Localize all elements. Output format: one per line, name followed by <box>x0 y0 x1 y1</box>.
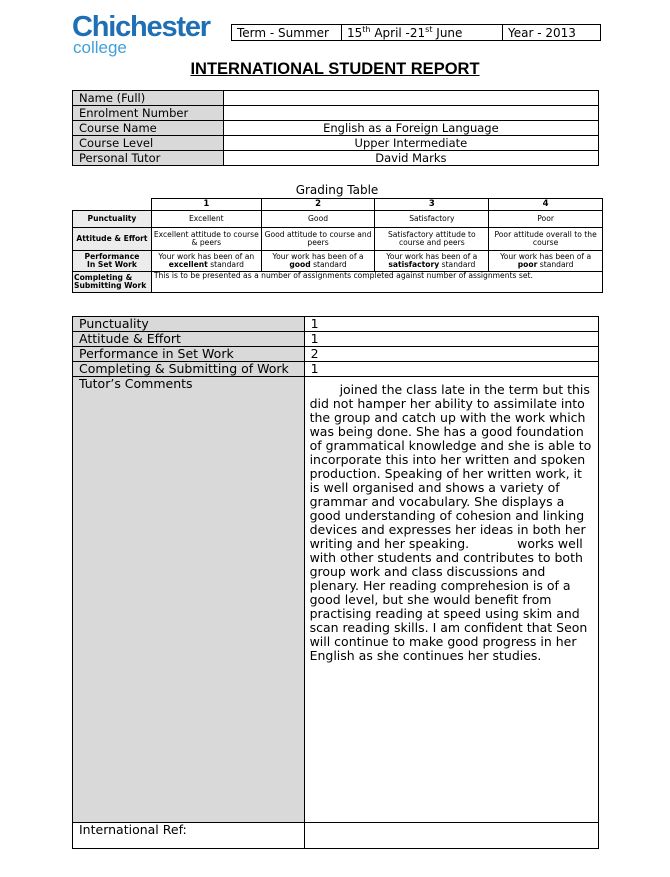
score-label: Completing & Submitting of Work <box>73 362 305 377</box>
grading-cell: Excellent attitude to course & peers <box>151 228 261 251</box>
college-logo-subtitle: college <box>73 38 127 57</box>
score-row-completing <box>73 362 599 377</box>
term-text: Term - Summer <box>237 26 329 40</box>
dates-start-suffix: th <box>362 25 371 34</box>
tutor-comments <box>304 377 598 823</box>
row-label-line-2: In Set Work <box>87 260 137 269</box>
cell-emphasis: poor <box>517 260 538 269</box>
score-value: 1 <box>304 332 598 347</box>
grading-cell: Good attitude to course and peers <box>261 228 375 251</box>
grading-row-punctuality <box>73 211 603 228</box>
grade-column-4: 4 <box>489 199 603 211</box>
grading-cell <box>489 251 603 272</box>
dates-end-suffix: st <box>425 25 433 34</box>
dates-box <box>341 24 503 41</box>
info-label: Course Name <box>73 121 224 136</box>
year-box <box>502 24 601 41</box>
score-label: Punctuality <box>73 317 305 332</box>
grading-row-label <box>73 272 152 293</box>
comments-label: Tutor’s Comments <box>73 377 305 823</box>
international-ref-value <box>304 823 598 849</box>
grading-cell <box>261 251 375 272</box>
info-row-name <box>73 91 599 106</box>
grading-corner <box>73 199 152 211</box>
year-text: Year - 2013 <box>508 26 576 40</box>
grading-table <box>72 198 603 293</box>
grading-row-label <box>73 251 152 272</box>
grading-cell: Satisfactory <box>375 211 489 228</box>
score-label: Attitude & Effort <box>73 332 305 347</box>
score-row-performance <box>73 347 599 362</box>
grading-completing-description: This is to be presented as a number of assignments completed against number of assignments set. <box>151 272 602 293</box>
grade-column-3: 3 <box>375 199 489 211</box>
info-label: Enrolment Number <box>73 106 224 121</box>
info-value: David Marks <box>223 151 598 166</box>
student-info-table <box>72 90 599 166</box>
score-row-attitude <box>73 332 599 347</box>
cell-text: Your work has been of an <box>158 251 255 261</box>
info-row-enrolment <box>73 106 599 121</box>
cell-emphasis: excellent <box>168 260 208 269</box>
cell-text: standard <box>207 260 244 269</box>
grading-row-completing <box>73 272 603 293</box>
row-label-line-2: Submitting Work <box>74 281 147 290</box>
grading-cell: Satisfactory attitude to course and peers <box>375 228 489 251</box>
term-box <box>231 24 342 41</box>
grading-row-attitude <box>73 228 603 251</box>
comments-part-1: joined the class late in the term but this did not hamper her ability to assimilate into the group and catch up with the work which was being done. She has a good foundation of grammatical knowledge and she is able to incorporate this into her written and spoken production. Speaking of her written work, it is well organised and shows a variety of grammar and vocabulary. She displays a good understanding of cohesion and linking devices and expresses her ideas in both her writing and her speaking. <box>309 382 592 551</box>
score-value: 2 <box>304 347 598 362</box>
info-value <box>223 106 598 121</box>
comments-part-2: works well with other students and contributes to both group work and class discussions and plenary. Her reading comprehesion is of a good level, but she would benefit from practising reading at speed using skim and scan reading skills. I am confident that Seon will continue to make good progress in her English as she continues her studies. <box>309 536 588 663</box>
row-label-line-1: Performance <box>84 251 140 261</box>
grading-row-label: Attitude & Effort <box>73 228 152 251</box>
score-value: 1 <box>304 317 598 332</box>
score-row-punctuality <box>73 317 599 332</box>
dates-end-month: June <box>432 26 463 40</box>
cell-emphasis: good <box>289 260 311 269</box>
grading-cell <box>375 251 489 272</box>
info-label: Course Level <box>73 136 224 151</box>
report-title: INTERNATIONAL STUDENT REPORT <box>190 60 480 78</box>
comments-row <box>73 377 599 823</box>
cell-text: Your work has been of a <box>500 251 592 261</box>
international-ref-label: International Ref: <box>73 823 305 849</box>
scores-table <box>72 316 599 849</box>
college-logo-name: Chichester <box>72 11 210 43</box>
grading-row-label: Punctuality <box>73 211 152 228</box>
score-value: 1 <box>304 362 598 377</box>
grading-cell: Good <box>261 211 375 228</box>
grade-column-2: 2 <box>261 199 375 211</box>
grading-row-performance <box>73 251 603 272</box>
cell-text: Your work has been of a <box>386 251 478 261</box>
grading-table-title: Grading Table <box>295 183 379 197</box>
grading-cell: Poor <box>489 211 603 228</box>
dates-start-day: 15 <box>347 26 363 40</box>
info-row-course-level <box>73 136 599 151</box>
grading-cell <box>151 251 261 272</box>
cell-text: standard <box>310 260 347 269</box>
grading-cell: Poor attitude overall to the course <box>489 228 603 251</box>
score-label: Performance in Set Work <box>73 347 305 362</box>
grade-column-1: 1 <box>151 199 261 211</box>
dates-end-prefix: April -21 <box>370 26 426 40</box>
row-label-line-1: Completing & <box>74 272 133 282</box>
info-label: Personal Tutor <box>73 151 224 166</box>
info-value <box>223 91 598 106</box>
info-row-tutor <box>73 151 599 166</box>
grading-cell: Excellent <box>151 211 261 228</box>
cell-emphasis: satisfactory <box>388 260 440 269</box>
intl-ref-row <box>73 823 599 849</box>
info-value: English as a Foreign Language <box>223 121 598 136</box>
info-label: Name (Full) <box>73 91 224 106</box>
info-value: Upper Intermediate <box>223 136 598 151</box>
grading-header-row <box>73 199 603 211</box>
info-row-course-name <box>73 121 599 136</box>
cell-text: standard <box>537 260 574 269</box>
cell-text: standard <box>439 260 476 269</box>
cell-text: Your work has been of a <box>272 251 364 261</box>
